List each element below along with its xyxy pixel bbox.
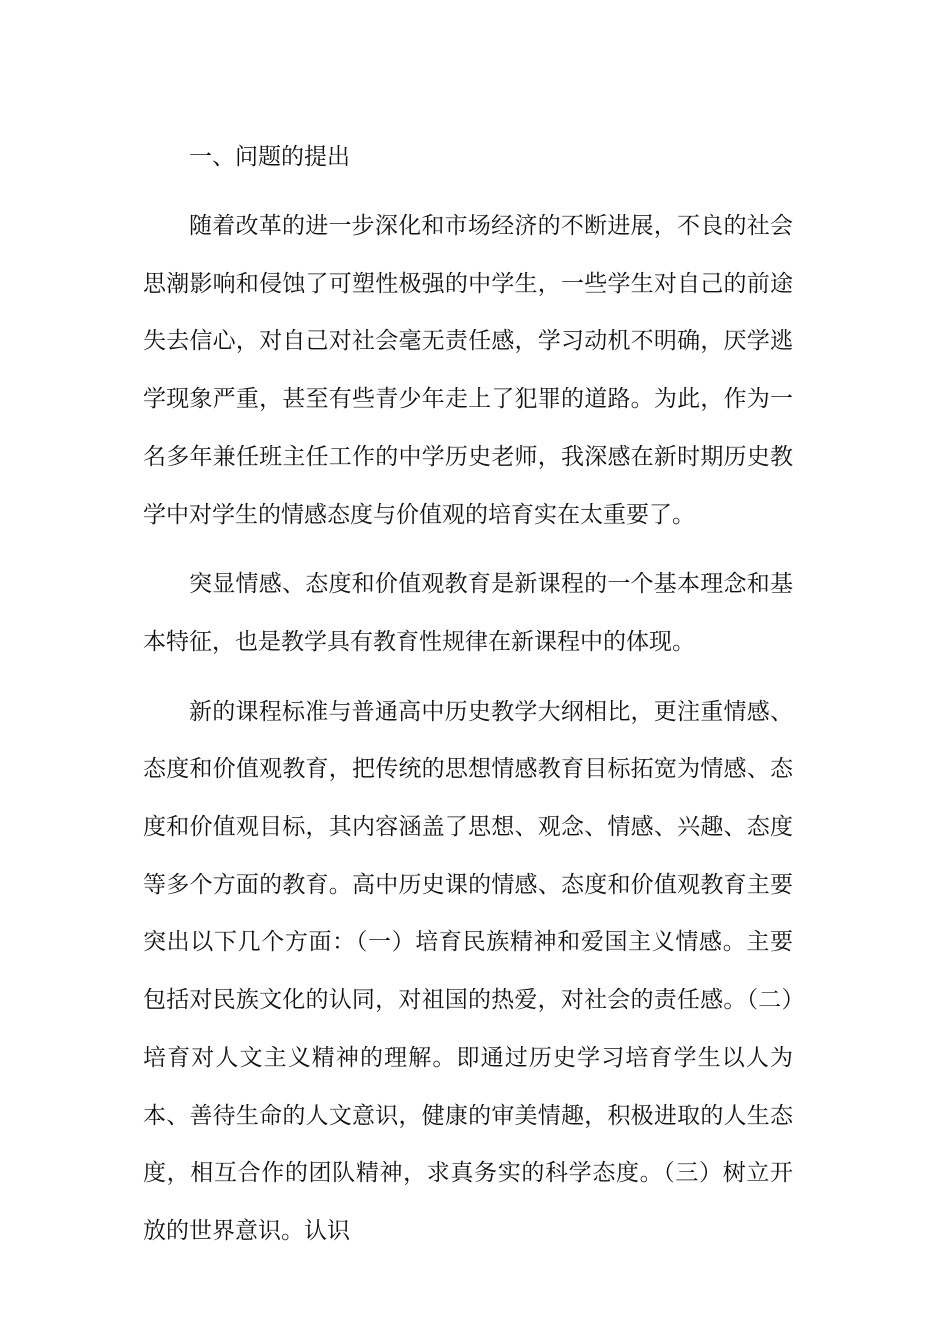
paragraph-2: 突显情感、态度和价值观教育是新课程的一个基本理念和基本特征，也是教学具有教育性规律在新课程中的体现。 (143, 571, 793, 655)
document-body (143, 128, 793, 1273)
section-heading: 一、问题的提出 (189, 144, 350, 170)
paragraph-1: 随着改革的进一步深化和市场经济的不断进展，不良的社会思潮影响和侵蚀了可塑性极强的中学生，一些学生对自己的前途失去信心，对自己对社会毫无责任感，学习动机不明确，厌学逃学现象严重，甚至有些青少年走上了犯罪的道路。为此，作为一名多年兼任班主任工作的中学历史老师，我深感在新时期历史教学中对学生的情感态度与价值观的培育实在太重要了。 (143, 213, 793, 528)
paragraph-3: 新的课程标准与普通高中历史教学大纲相比，更注重情感、态度和价值观教育，把传统的思想情感教育目标拓宽为情感、态度和价值观目标，其内容涵盖了思想、观念、情感、兴趣、态度等多个方面的教育。高中历史课的情感、态度和价值观教育主要突出以下几个方面：（一）培育民族精神和爱国主义情感。主要包括对民族文化的认同，对祖国的热爱，对社会的责任感。（二）培育对人文主义精神的理解。即通过历史学习培育学生以人为本、善待生命的人文意识，健康的审美情趣，积极进取的人生态度，相互合作的团队精神，求真务实的科学态度。（三）树立开放的世界意识。认识 (143, 698, 793, 1244)
